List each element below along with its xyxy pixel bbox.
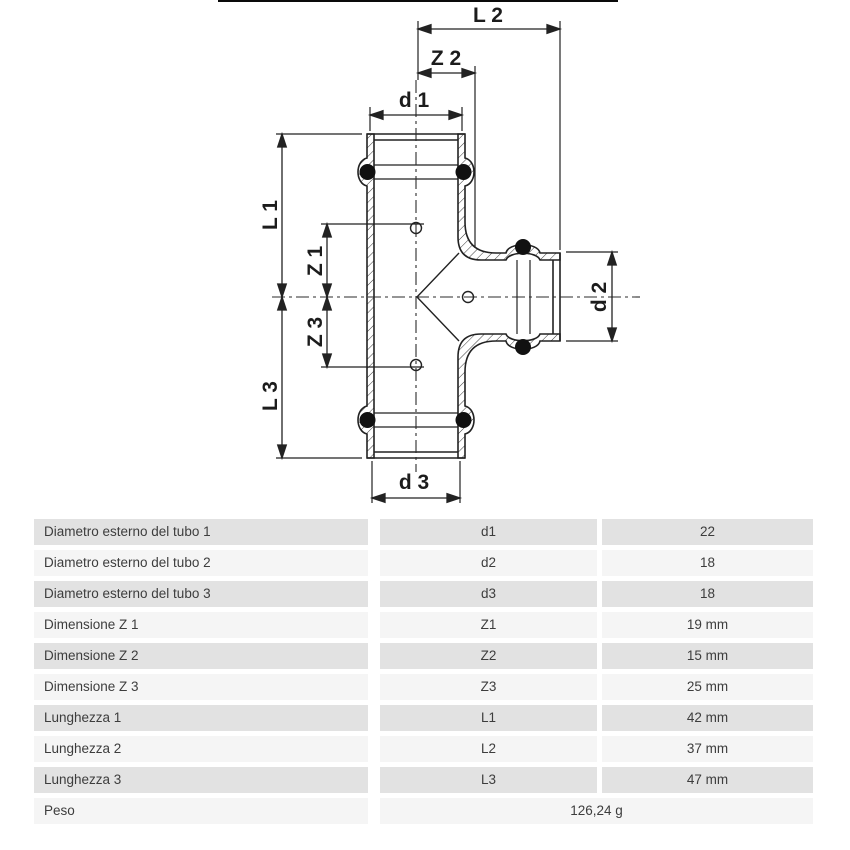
- spec-value: 42 mm: [602, 705, 813, 731]
- table-row: [34, 767, 813, 793]
- spec-value: 47 mm: [602, 767, 813, 793]
- spec-value: 19 mm: [602, 612, 813, 638]
- dim-label-L2: L 2: [473, 4, 503, 27]
- spec-symbol: d2: [380, 550, 597, 576]
- oring-branch-top: [515, 239, 531, 255]
- o-rings: [360, 164, 532, 428]
- table-row: [34, 550, 813, 576]
- spec-symbol: L2: [380, 736, 597, 762]
- oring-top-left: [360, 164, 376, 180]
- spec-symbol: d3: [380, 581, 597, 607]
- table-row-weight: [34, 798, 813, 824]
- spec-value: 37 mm: [602, 736, 813, 762]
- spec-value: 18: [602, 550, 813, 576]
- spec-symbol: L3: [380, 767, 597, 793]
- fitting-left-wall: [358, 134, 374, 458]
- dimension-labels: [259, 4, 611, 494]
- dim-label-d3: d 3: [398, 471, 430, 494]
- spec-symbol: Z2: [380, 643, 597, 669]
- table-row: [34, 736, 813, 762]
- spec-symbol: Z1: [380, 612, 597, 638]
- spec-value: 15 mm: [602, 643, 813, 669]
- fitting-right-wall-lower: [458, 334, 560, 458]
- spec-label: Lunghezza 3: [34, 767, 368, 793]
- spec-label: Peso: [34, 798, 368, 824]
- spec-label: Lunghezza 1: [34, 705, 368, 731]
- dim-label-L1: L 1: [259, 200, 282, 230]
- table-row: [34, 581, 813, 607]
- spec-symbol: Z3: [380, 674, 597, 700]
- spec-value: 18: [602, 581, 813, 607]
- fitting-body: [358, 134, 560, 458]
- spec-label: Diametro esterno del tubo 3: [34, 581, 368, 607]
- table-row: [34, 705, 813, 731]
- table-row: [34, 519, 813, 545]
- spec-label: Dimensione Z 3: [34, 674, 368, 700]
- spec-value: 22: [602, 519, 813, 545]
- dim-label-Z2: Z 2: [430, 47, 462, 70]
- spec-table: [34, 519, 813, 829]
- table-row: [34, 674, 813, 700]
- spec-label: Dimensione Z 2: [34, 643, 368, 669]
- fitting-right-wall-upper: [458, 134, 560, 260]
- dim-label-Z1: Z 1: [304, 245, 327, 277]
- spec-value: 25 mm: [602, 674, 813, 700]
- spec-label: Dimensione Z 1: [34, 612, 368, 638]
- spec-symbol: L1: [380, 705, 597, 731]
- dim-label-d2: d 2: [588, 281, 611, 313]
- dimension-lines: [278, 25, 617, 503]
- spec-label: Diametro esterno del tubo 2: [34, 550, 368, 576]
- dim-label-d1: d 1: [398, 89, 430, 112]
- chamber-lines: [374, 165, 530, 427]
- spec-symbol: d1: [380, 519, 597, 545]
- table-row: [34, 612, 813, 638]
- oring-bottom-right: [456, 412, 472, 428]
- oring-top-right: [456, 164, 472, 180]
- oring-bottom-left: [360, 412, 376, 428]
- spec-label: Lunghezza 2: [34, 736, 368, 762]
- oring-branch-bottom: [515, 339, 531, 355]
- dim-label-Z3: Z 3: [304, 316, 327, 348]
- spec-label: Diametro esterno del tubo 1: [34, 519, 368, 545]
- table-row: [34, 643, 813, 669]
- spec-value-merged: 126,24 g: [380, 798, 813, 824]
- dim-label-L3: L 3: [259, 381, 282, 411]
